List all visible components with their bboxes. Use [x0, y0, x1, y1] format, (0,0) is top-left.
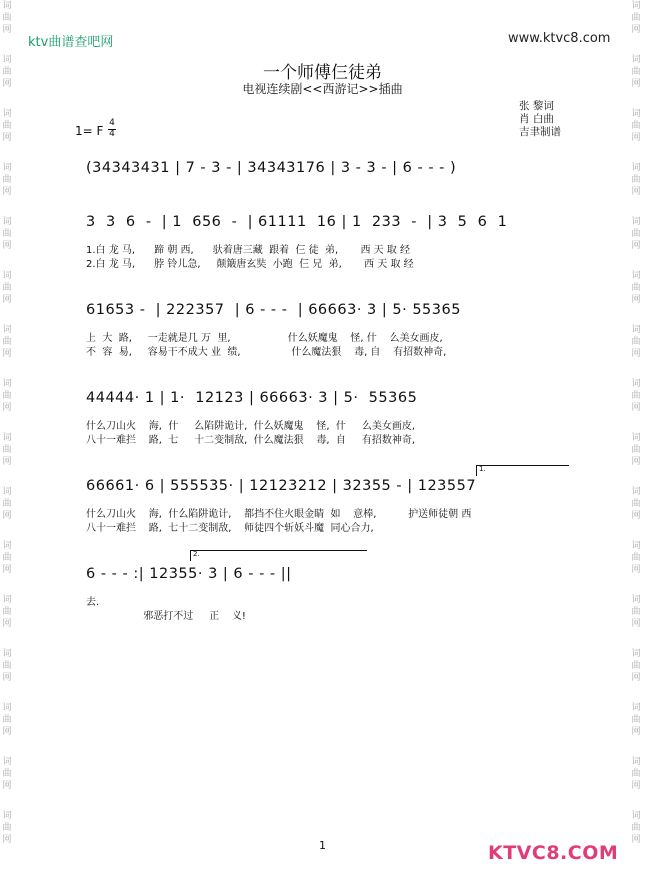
time-signature: 4 4	[109, 118, 115, 139]
lyric-line: 1.白 龙 马, 蹄 朝 西, 驮着唐三藏 跟着 仨 徒 弟, 西 天 取 经	[86, 245, 410, 256]
song-subtitle: 电视连续剧<<西游记>>插曲	[242, 82, 403, 96]
lyric-line: 八十一难拦 路, 七 十二变制敌, 什么魔法狠 毒, 自 有招数神奇,	[86, 435, 416, 446]
staff-row-5: 66661· 6 | 555535· | 12123212 | 32355 - | 123557	[86, 478, 477, 494]
composer-credit: 肖 白曲	[519, 113, 554, 125]
staff-row-3: 61653 - | 222357 | 6 - - - | 66663· 3 | 5· 55365	[86, 302, 461, 318]
lyric-line: 什么刀山火 海, 什么陷阱诡计, 都挡不住火眼金睛 如 意棒, 护送师徒朝 西	[86, 509, 472, 520]
song-title: 一个师傅仨徒弟	[263, 63, 382, 83]
lyric-line: 去.	[86, 597, 100, 608]
key-signature: 1= F	[75, 124, 104, 138]
volta-bracket-1: 1.	[476, 465, 569, 476]
lyric-line: 什么刀山火 海, 什 么陷阱诡计, 什么妖魔鬼 怪, 什 么美女画皮,	[86, 421, 416, 432]
staff-row-4: 44444· 1 | 1· 12123 | 66663· 3 | 5· 55365	[86, 390, 418, 406]
staff-row-2: 3 3 6 - | 1 656 - | 61111 16 | 1 233 - | 3 5 6 1	[86, 214, 508, 230]
site-logo: KTVC8.COM	[488, 842, 619, 864]
staff-row-1: (34343431 | 7 - 3 - | 34343176 | 3 - 3 - | 6 - - - )	[86, 160, 457, 176]
right-margin-watermark: 词 曲 网 词 曲 网 词 曲 网 词 曲 网 词 曲 网 词 曲 网 词 曲 网 词 曲 网 词 曲 网 词 曲 网 词 曲 网 词 曲 网 词 曲 网 词 曲 网 词 曲 网 词 曲 网	[631, 1, 641, 845]
volta-bracket-2: 2.	[190, 550, 367, 561]
lyric-line: 不 容 易, 容易干不成大 业 绩, 什么魔法狠 毒, 自 有招数神奇,	[86, 347, 447, 358]
credits	[519, 100, 561, 139]
page-number: 1	[319, 839, 326, 852]
lyric-line: 上 大 路, 一走就是几 万 里, 什么妖魔鬼 怪, 什 么美女画皮,	[86, 333, 443, 344]
transcriber-credit: 吉聿制谱	[519, 126, 561, 138]
lyric-line: 八十一难拦 路, 七十二变制敌, 师徒四个斩妖斗魔 同心合力,	[86, 523, 374, 534]
left-margin-watermark: 词 曲 网 词 曲 网 词 曲 网 词 曲 网 词 曲 网 词 曲 网 词 曲 网 词 曲 网 词 曲 网 词 曲 网 词 曲 网 词 曲 网 词 曲 网 词 曲 网 词 曲 网 词 曲 网	[2, 1, 12, 845]
lyric-line: 2.白 龙 马, 脖 铃儿急, 颠簸唐玄奘 小跑 仨 兄 弟, 西 天 取 经	[86, 259, 414, 270]
staff-row-6: 6 - - - :| 12355· 3 | 6 - - - ||	[86, 566, 292, 582]
site-url-right[interactable]: www.ktvc8.com	[508, 31, 611, 46]
lyricist-credit: 张 黎词	[519, 100, 554, 112]
site-name-left[interactable]: ktv曲谱查吧网	[28, 35, 114, 50]
lyric-line: 邪恶打不过 正 义!	[86, 611, 246, 622]
